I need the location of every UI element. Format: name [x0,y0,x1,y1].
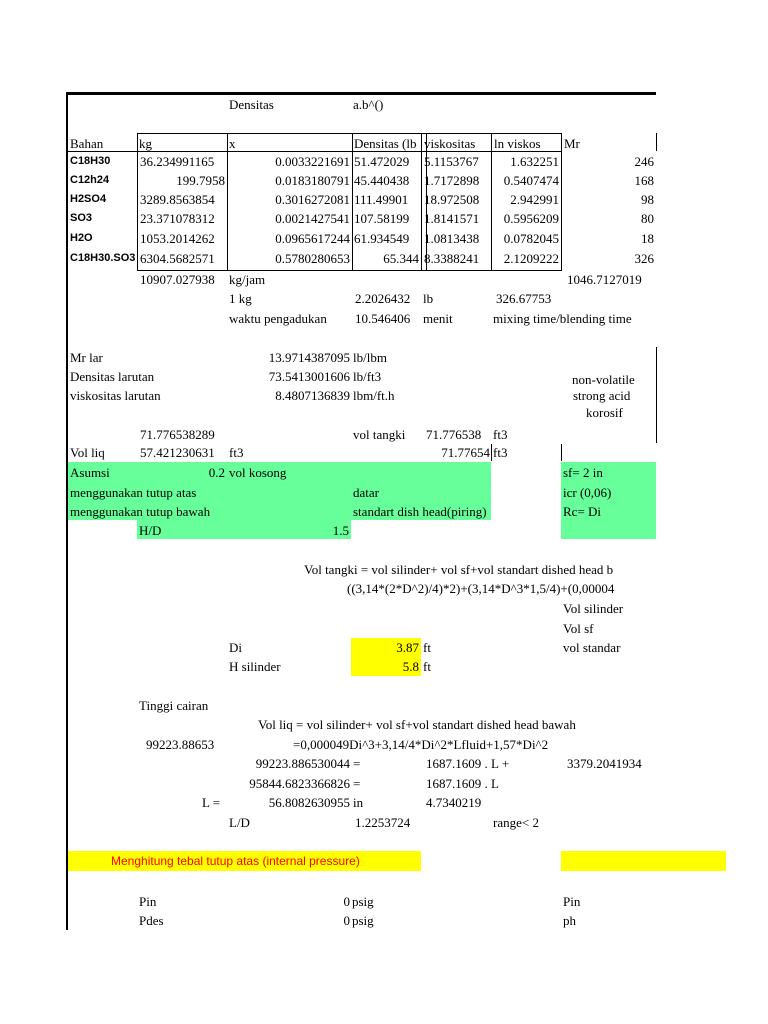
l-label: L = [202,795,221,810]
col-header-x: x [229,136,236,151]
sheet-top-border [66,92,656,95]
tinggi-b1: 99223.886530044 [255,756,350,771]
side-note-line-1: non-volatile [572,372,635,387]
tinggi-title: Tinggi cairan [139,698,209,713]
cell-kg: 1053.2014262 [140,231,215,246]
cell-x: 0.0183180791 [275,173,350,188]
asumsi-value: 0.2 [208,465,225,480]
cell-kg: 6304.5682571 [140,251,215,266]
cell-ln-viskos: 2.1209222 [503,251,559,266]
vol-tank-value-2: 71.77654 [441,445,490,460]
pin-right-label: Pin [563,894,581,909]
cell-viskositas: 1.0813438 [424,231,480,246]
conv-value: 2.2026432 [355,291,411,306]
cell-ln-viskos: 2.942991 [510,192,559,207]
eq-line-1: Vol tangki = vol silinder+ vol sf+vol standart dished head b [304,562,614,577]
asumsi-top-type: datar [353,485,379,500]
cell-x: 0.5780280653 [275,251,350,266]
col-header-kg: kg [139,136,152,151]
l-unit: in [353,795,364,810]
cell-mr: 80 [641,211,654,226]
eq-right-2: Vol sf [563,621,594,636]
prop-label: Densitas larutan [70,369,155,384]
tinggi-b2: = [353,756,361,771]
di-value: 3.87 [396,640,419,655]
table-top-line [427,133,561,134]
tinggi-c1: 95844.6823366826 [249,776,350,791]
pdes-unit: psig [352,913,374,928]
hd-label: H/D [139,523,162,538]
cell-densitas: 51.472029 [354,154,410,169]
mix-value: 10.546406 [355,311,411,326]
cell-x: 0.0965617244 [275,231,350,246]
l-value: 56.8082630955 [268,795,350,810]
conv-extra: 326.67753 [496,291,552,306]
cell-ln-viskos: 0.5407474 [503,173,559,188]
total-kg-unit: kg/jam [229,272,266,287]
cell-densitas: 107.58199 [354,211,410,226]
cell-ln-viskos: 1.632251 [510,154,559,169]
vol-tank-unit-2: ft3 [493,445,508,460]
densitas-label: Densitas [229,97,274,112]
eq-right-3: vol standar [563,640,621,655]
side-note-line-2: strong acid [573,388,631,403]
eq-right-1: Vol silinder [563,601,624,616]
formula-label: a.b^() [353,97,384,112]
cell-bahan: SO3 [70,212,93,224]
tinggi-a1: 99223.88653 [146,737,215,752]
prop-value: 73.5413001606 [268,369,350,384]
ld-note: range< 2 [493,815,539,830]
cell-x: 0.3016272081 [275,192,350,207]
conv-label: 1 kg [229,291,252,306]
cell-kg: 3289.8563854 [140,192,215,207]
h-silinder-unit: ft [423,659,431,674]
cell-bahan: H2O [70,232,93,244]
vol-tank-value: 71.776538 [426,427,482,442]
asumsi-label: Asumsi [70,465,110,480]
di-label: Di [229,640,242,655]
prop-unit: lb/ft3 [353,369,382,384]
prop-unit: lbm/ft.h [353,388,395,403]
tinggi-a2: =0,000049Di^3+3,14/4*Di^2*Lfluid+1,57*Di^2 [293,737,549,752]
di-unit: ft [423,640,431,655]
prop-value: 8.4807136839 [275,388,350,403]
pin-value: 0 [343,894,350,909]
h-silinder-label: H silinder [229,659,281,674]
cell-densitas: 45.440438 [354,173,410,188]
cell-viskositas: 1.7172898 [424,173,480,188]
ph-label: ph [563,913,576,928]
vol-top-value: 71.776538289 [140,427,215,442]
rc-label: Rc= Di [563,504,602,519]
vol-cell-line [561,444,562,461]
col-header-densitas: Densitas (lb [354,136,417,151]
cell-mr: 98 [641,192,654,207]
prop-unit: lb/lbm [353,350,387,365]
icr-label: icr (0,06) [563,485,612,500]
pin-unit: psig [352,894,374,909]
cell-x: 0.0033221691 [275,154,350,169]
total-mr: 1046.7127019 [567,272,642,287]
col-header-mr: Mr [564,136,580,151]
section-heading: Menghitung tebal tutup atas (internal pressure) [111,854,360,868]
table-bottom-line [427,270,561,271]
cell-mr: 18 [641,231,654,246]
cell-densitas: 65.344 [383,251,419,266]
vol-liq-value: 57.421230631 [140,445,215,460]
total-kg: 10907.027938 [140,272,215,287]
vol-liq-unit: ft3 [229,445,244,460]
tinggi-b4: 3379.2041934 [567,756,642,771]
h-silinder-value: 5.8 [402,659,419,674]
cell-densitas: 61.934549 [354,231,410,246]
cell-ln-viskos: 0.0782045 [503,231,559,246]
cell-x: 0.0021427541 [275,211,350,226]
tinggi-c3: 1687.1609 . L [426,776,499,791]
tinggi-c2: = [353,776,361,791]
side-note-line [656,347,657,443]
pdes-label: Pdes [139,913,164,928]
cell-viskositas: 8.3388241 [424,251,480,266]
eq-line-2: ((3,14*(2*D^2)/4)*2)+(3,14*D^3*1,5/4)+(0,00004 [347,581,615,596]
conv-unit: lb [423,291,434,306]
col-header-viskositas: viskositas [424,136,476,151]
side-note-line-3: korosif [586,405,623,420]
prop-label: viskositas larutan [70,388,161,403]
l-extra: 4.7340219 [426,795,482,810]
asumsi-value-unit: vol kosong [229,465,287,480]
table-col-line [421,133,422,271]
asumsi-bottom-label: menggunakan tutup bawah [70,504,211,519]
cell-kg: 23.371078312 [140,211,215,226]
col-header-bahan: Bahan [70,136,104,151]
mix-unit: menit [423,311,453,326]
vol-tank-unit: ft3 [493,427,508,442]
cell-bahan: C18H30.SO3 [70,252,136,264]
cell-bahan: H2SO4 [70,193,107,205]
cell-viskositas: 18.972508 [424,192,480,207]
prop-value: 13.9714387095 [268,350,350,365]
cell-mr: 326 [634,251,654,266]
vol-tank-label: vol tangki [353,427,406,442]
prop-label: Mr lar [70,350,103,365]
sf-label: sf= 2 in [563,465,603,480]
vol-liq-label: Vol liq [70,445,105,460]
cell-densitas: 111.49901 [354,192,409,207]
ld-label: L/D [229,815,250,830]
asumsi-bottom-type: standart dish head(piring) [353,504,487,519]
cell-viskositas: 5.1153767 [424,154,479,169]
mix-note: mixing time/blending time [493,311,632,326]
mr-col-line [656,133,657,151]
cell-mr: 168 [634,173,654,188]
asumsi-top-label: menggunakan tutup atas [70,485,197,500]
vol-cell-line [491,444,492,461]
cell-viskositas: 1.8141571 [424,211,480,226]
cell-bahan: C18H30 [70,155,111,167]
cell-kg: 36.234991165 [140,154,215,169]
hd-value: 1.5 [332,523,349,538]
heading-band-right [561,851,726,871]
ld-value: 1.2253724 [355,815,411,830]
cell-ln-viskos: 0.5956209 [503,211,559,226]
pin-label: Pin [139,894,157,909]
cell-bahan: C12h24 [70,174,110,186]
col-header-ln-viskos: ln viskos [494,136,541,151]
cell-mr: 246 [634,154,654,169]
tinggi-b3: 1687.1609 . L + [426,756,510,771]
cell-kg: 199.7958 [176,173,225,188]
tinggi-eq: Vol liq = vol silinder+ vol sf+vol standart dished head bawah [258,717,576,732]
pdes-value: 0 [343,913,350,928]
mix-label: waktu pengadukan [229,311,327,326]
